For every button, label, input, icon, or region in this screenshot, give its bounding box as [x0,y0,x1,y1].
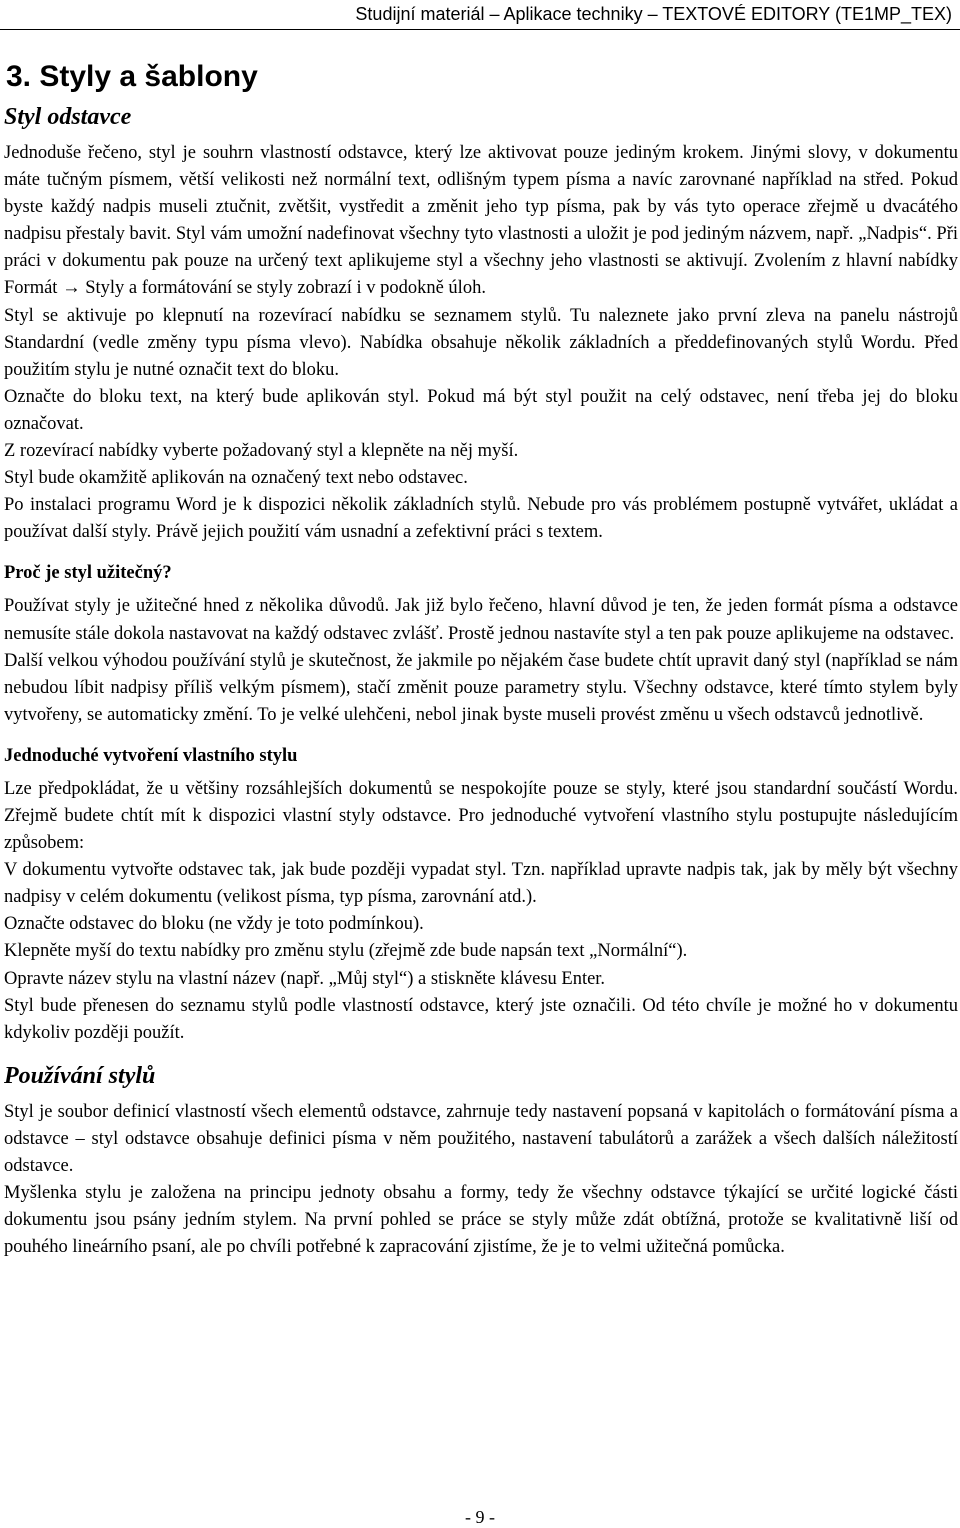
paragraph: Používat styly je užitečné hned z několika důvodů. Jak již bylo řečeno, hlavní důvod je ten, že jeden formát písma a odstavce nemusíte stále dokola nastavovat na každý odstavec zvlášť. Prostě jednou nastavíte styl a ten pak pouze aplikujeme na odstavec. [4,596,958,644]
paragraph: Označte do bloku text, na který bude aplikován styl. Pokud má být styl použit na celý odstavec, není třeba jej do bloku označovat. [4,386,958,434]
paragraph: Styl bude okamžitě aplikován na označený text nebo odstavec. [4,468,468,489]
paragraph: V dokumentu vytvořte odstavec tak, jak bude později vypadat styl. Tzn. například upravte nadpis tak, jak by měly být všechny nadpisy v celém dokumentu (velikost písma, typ písma, zarovnání atd.). [4,860,958,908]
paragraph: Opravte název stylu na vlastní název (např. „Můj styl“) a stiskněte klávesu Enter. [4,968,606,989]
paragraph: Jednoduše řečeno, styl je souhrn vlastností odstavce, který lze aktivovat pouze jediným krokem. Jinými slovy, v dokumentu máte tučným písmem, větší velikosti než normální text, odlišným typem písma a navíc zarovnané například na střed. Pokud byste každý nadpis museli ztučnit, zvětšit, vystředit a změnit jeho typ písma, pak by vás tyto operace zřejmě u dvacátého nadpisu přestaly bavit. Styl vám umožní nadefinovat všechny tyto vlastnosti a uložit je pod jediným názvem, např. „Nadpis“. Při práci v dokumentu pak pouze na určený text aplikujeme styl a všechny jeho vlastnosti se aktivují. Zvolením z hlavní nabídky Formát → Styly a formátování se styly zobrazí i v podokně úloh. [4,143,958,299]
section-heading-pouzivani: Používání stylů [4,1062,156,1089]
header-rule [0,29,960,30]
paragraph: Lze předpokládat, že u většiny rozsáhlejších dokumentů se nespokojíte pouze se styly, které jsou standardní součástí Wordu. Zřejmě budete chtít mít k dispozici vlastní styly odstavce. Pro jednoduché vytvoření vlastního stylu postupujte následujícím způsobem: [4,778,958,854]
paragraph: Styl je soubor definicí vlastností všech elementů odstavce, zahrnuje tedy nastavení popsaná v kapitolách o formátování písma a odstavce – styl odstavce obsahuje definici písma v něm použitého, nastavení tabulátorů a zarážek a všech dalších náležitostí odstavce. [4,1101,958,1176]
page-number: - 9 - [465,1507,495,1527]
running-header: Studijní materiál – Aplikace techniky – TEXTOVÉ EDITORY (TE1MP_TEX) [355,4,952,24]
chapter-title: 3. Styly a šablony [6,60,258,93]
section-heading-styl-odstavce: Styl odstavce [4,104,132,130]
subheading-vytvoreni: Jednoduché vytvoření vlastního stylu [4,745,298,766]
paragraph: Označte odstavec do bloku (ne vždy je toto podmínkou). [4,914,424,935]
paragraph: Klepněte myší do textu nabídky pro změnu stylu (zřejmě zde bude napsán text „Normální“). [4,941,688,962]
paragraph: Myšlenka stylu je založena na principu jednoty obsahu a formy, tedy že všechny odstavce týkající se určité logické části dokumentu jsou psány jedním stylem. Na první pohled se práce se styly může zdát obtížná, protože se kvalitativně liší od pouhého lineárního psaní, ale po chvíli potřebné k zapracování zjistíme, že je to velmi užitečná pomůcka. [4,1183,958,1258]
page-body [4,57,958,1261]
paragraph: Styl bude přenesen do seznamu stylů podle vlastností odstavce, který jste označili. Od této chvíle je možné ho v dokumentu kdykoliv později použít. [4,995,958,1043]
paragraph: Z rozevírací nabídky vyberte požadovaný styl a klepněte na něj myší. [4,441,519,462]
paragraph: Další velkou výhodou používání stylů je skutečnost, že jakmile po nějakém čase budete chtít upravit daný styl (například se nám nebudou líbit nadpisy příliš velkým písmem), stačí změnit pouze parametry stylu. Všechny odstavce, které tímto stylem byly vytvořeny, se automaticky změní. To je velké ulehčeni, nebol jinak byste museli provést změnu u všech odstavců jednotlivě. [4,650,958,725]
paragraph: Po instalaci programu Word je k dispozici několik základních stylů. Nebude pro vás problémem postupně vytvářet, ukládat a používat další styly. Právě jejich použití vám usnadní a zefektivní práci s textem. [4,495,958,543]
paragraph: Styl se aktivuje po klepnutí na rozevírací nabídku se seznamem stylů. Tu naleznete jako první zleva na panelu nástrojů Standardní (vedle změny typu písma vlevo). Nabídka obsahuje několik základních a předdefinovaných stylů Wordu. Před použitím stylu je nutné označit text do bloku. [4,305,958,380]
subheading-proc: Proč je styl užitečný? [4,563,172,584]
